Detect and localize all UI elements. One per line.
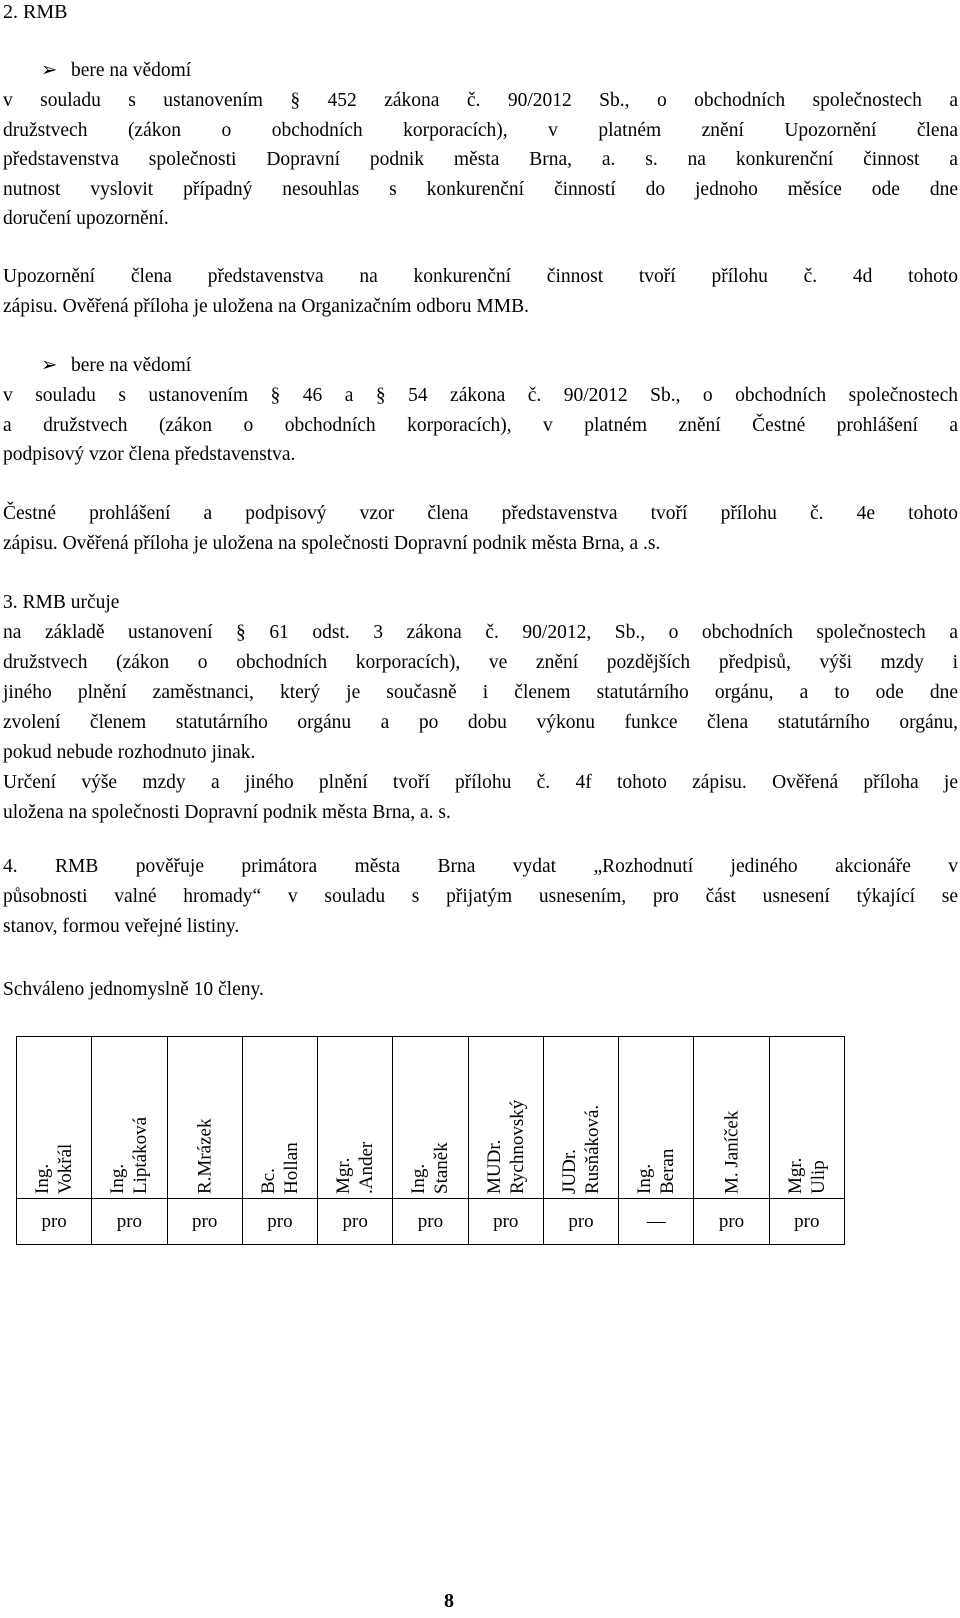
text-line: na základě ustanovení § 61 odst. 3 zákona č. 90/2012, Sb., o obchodních společnostech a (3, 622, 958, 643)
text-line: družstvech (zákon o obchodních korporacích), ve znění pozdějších předpisů, výši mzdy i (3, 652, 958, 673)
arrow-bullet-icon: ➢ (41, 355, 58, 376)
vote-cell: pro (769, 1199, 844, 1245)
text-line: podpisový vzor člena představenstva. (3, 444, 296, 465)
text-line: představenstva společnosti Dopravní podnik města Brna, a. s. na konkurenční činnost a (3, 149, 958, 170)
voter-cell (167, 1037, 242, 1199)
voter-name: Liptáková (130, 1116, 152, 1194)
text-line: v souladu s ustanovením § 452 zákona č. 90/2012 Sb., o obchodních společnostech a (3, 90, 958, 111)
voter-title: M. Janíček (721, 1110, 743, 1194)
vote-cell: pro (393, 1199, 468, 1245)
voter-name: Rusňáková. (581, 1104, 603, 1194)
voter-name: Ulip (807, 1160, 829, 1194)
voter-cell (619, 1037, 694, 1199)
vote-cell: pro (167, 1199, 242, 1245)
voter-title: R.Mrázek (194, 1118, 216, 1194)
vote-cell: pro (468, 1199, 543, 1245)
voter-title: Mgr. (784, 1157, 806, 1194)
voting-table (16, 1036, 845, 1245)
voter-cell (92, 1037, 167, 1199)
text-line: doručení upozornění. (3, 208, 169, 229)
text-line: 4. RMB pověřuje primátora města Brna vydat „Rozhodnutí jediného akcionáře v (3, 856, 958, 877)
voter-name: Staněk (431, 1142, 453, 1194)
voter-name: .Ander (356, 1141, 378, 1194)
voter-cell (242, 1037, 317, 1199)
voter-title: Bc. (257, 1168, 279, 1194)
voter-cell (393, 1037, 468, 1199)
paragraph-attachment-4d (3, 262, 958, 321)
voter-cell (17, 1037, 92, 1199)
text-line: Upozornění člena představenstva na konkurenční činnost tvoří přílohu č. 4d tohoto (3, 266, 958, 287)
text-line: zápisu. Ověřená příloha je uložena na společnosti Dopravní podnik města Brna, a .s. (3, 532, 661, 554)
voter-title: Mgr. (333, 1157, 355, 1194)
vote-cell: pro (17, 1199, 92, 1245)
text-line: Čestné prohlášení a podpisový vzor člena představenstva tvoří přílohu č. 4e tohoto (3, 503, 958, 524)
voter-title: MUDr. (483, 1139, 505, 1194)
voter-cell (543, 1037, 618, 1199)
text-line: družstvech (zákon o obchodních korporacích), v platném znění Upozornění člena (3, 119, 958, 141)
page-number: 8 (444, 1590, 454, 1612)
bullet-item (41, 58, 191, 84)
voter-name: Beran (657, 1148, 679, 1194)
arrow-bullet-icon: ➢ (41, 60, 58, 81)
voter-names-row (17, 1037, 845, 1199)
voter-title: Ing. (32, 1163, 54, 1194)
vote-cell: pro (92, 1199, 167, 1245)
text-line: působnosti valné hromady“ v souladu s přijatým usnesením, pro část usnesení týkající se (3, 886, 958, 907)
text-line: zápisu. Ověřená příloha je uložena na Organizačním odboru MMB. (3, 295, 529, 317)
vote-cell: pro (543, 1199, 618, 1245)
text-line: v souladu s ustanovením § 46 a § 54 zákona č. 90/2012 Sb., o obchodních společnostech (3, 385, 958, 406)
voter-title: Ing. (634, 1163, 656, 1194)
text-line: a družstvech (zákon o obchodních korporacích), v platném znění Čestné prohlášení a (3, 414, 958, 436)
voter-cell (694, 1037, 769, 1199)
section-3 (3, 588, 958, 828)
paragraph-declaration (3, 381, 958, 470)
bullet-text: bere na vědomí (71, 60, 192, 81)
text-line: zvolení členem statutárního orgánu a po dobu výkonu funkce člena statutárního orgánu, (3, 712, 958, 733)
voter-title: JUDr. (558, 1149, 580, 1194)
vote-values-row (17, 1199, 845, 1245)
vote-cell: — (619, 1199, 694, 1245)
vote-cell: pro (242, 1199, 317, 1245)
voter-title: Ing. (408, 1163, 430, 1194)
paragraph-competition-notice (3, 86, 958, 234)
voter-name: Vokřál (55, 1143, 77, 1194)
voter-name: Hollan (280, 1142, 302, 1194)
voter-cell (318, 1037, 393, 1199)
voter-name: Rychnovský (506, 1099, 528, 1194)
section-2-heading: 2. RMB (3, 1, 68, 23)
text-line: uložena na společnosti Dopravní podnik města Brna, a. s. (3, 802, 451, 823)
bullet-item (41, 353, 191, 379)
text-line: stanov, formou veřejné listiny. (3, 916, 240, 937)
voter-cell (769, 1037, 844, 1199)
voter-cell (468, 1037, 543, 1199)
paragraph-attachment-4e (3, 499, 958, 558)
section-4 (3, 852, 958, 942)
text-line: Určení výše mzdy a jiného plnění tvoří přílohu č. 4f tohoto zápisu. Ověřená příloha je (3, 772, 958, 793)
text-line: jiného plnění zaměstnanci, který je současně i členem statutárního orgánu, a to ode dne (3, 682, 958, 703)
voter-title: Ing. (107, 1163, 129, 1194)
text-line: pokud nebude rozhodnuto jinak. (3, 742, 256, 763)
bullet-text: bere na vědomí (71, 355, 192, 376)
vote-cell: pro (318, 1199, 393, 1245)
approval-statement: Schváleno jednomyslně 10 členy. (3, 979, 264, 1000)
vote-cell: pro (694, 1199, 769, 1245)
section-3-heading: 3. RMB určuje (3, 592, 120, 613)
text-line: nutnost vyslovit případný nesouhlas s konkurenční činností do jednoho měsíce ode dne (3, 178, 958, 200)
